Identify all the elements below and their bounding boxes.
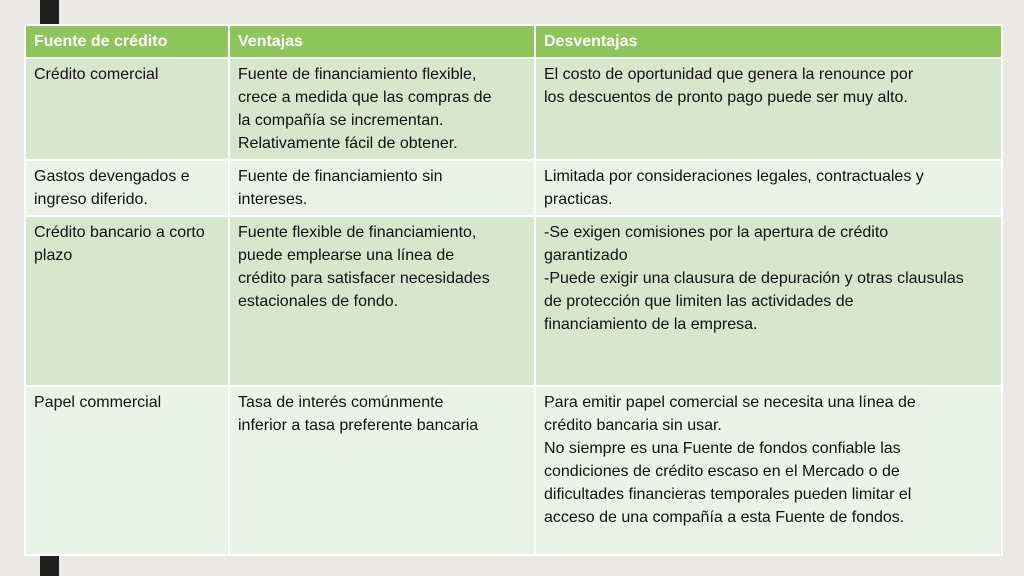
decorative-bar-bottom <box>40 556 59 576</box>
cell-source: Crédito bancario a corto plazo <box>25 216 229 386</box>
cell-disadvantages: El costo de oportunidad que genera la renounce por los descuentos de pronto pago puede ser muy alto. <box>535 58 1002 160</box>
cell-source: Papel commercial <box>25 386 229 555</box>
cell-source: Gastos devengados e ingreso diferido. <box>25 160 229 216</box>
credit-sources-table <box>24 24 1003 556</box>
cell-source: Crédito comercial <box>25 58 229 160</box>
table-row <box>25 58 1002 160</box>
cell-advantages: Fuente de financiamiento flexible, crece a medida que las compras de la compañía se incrementan. Relativamente fácil de obtener. <box>229 58 535 160</box>
decorative-bar-top <box>40 0 59 24</box>
cell-advantages: Tasa de interés comúnmente inferior a tasa preferente bancaria <box>229 386 535 555</box>
header-desventajas: Desventajas <box>535 25 1002 58</box>
table-row <box>25 160 1002 216</box>
cell-disadvantages: Limitada por consideraciones legales, contractuales y practicas. <box>535 160 1002 216</box>
table-row <box>25 386 1002 555</box>
cell-disadvantages: -Se exigen comisiones por la apertura de crédito garantizado -Puede exigir una clausura de depuración y otras clausulas de protección que limiten las actividades de financiamiento de la empresa. <box>535 216 1002 386</box>
cell-advantages: Fuente flexible de financiamiento, puede emplearse una línea de crédito para satisfacer necesidades estacionales de fondo. <box>229 216 535 386</box>
header-ventajas: Ventajas <box>229 25 535 58</box>
table-header-row <box>25 25 1002 58</box>
table-row <box>25 216 1002 386</box>
cell-disadvantages: Para emitir papel comercial se necesita una línea de crédito bancaria sin usar. No siempre es una Fuente de fondos confiable las condiciones de crédito escaso en el Mercado o de dificultades financieras temporales pueden limitar el acceso de una compañía a esta Fuente de fondos. <box>535 386 1002 555</box>
header-fuente-de-credito: Fuente de crédito <box>25 25 229 58</box>
cell-advantages: Fuente de financiamiento sin intereses. <box>229 160 535 216</box>
